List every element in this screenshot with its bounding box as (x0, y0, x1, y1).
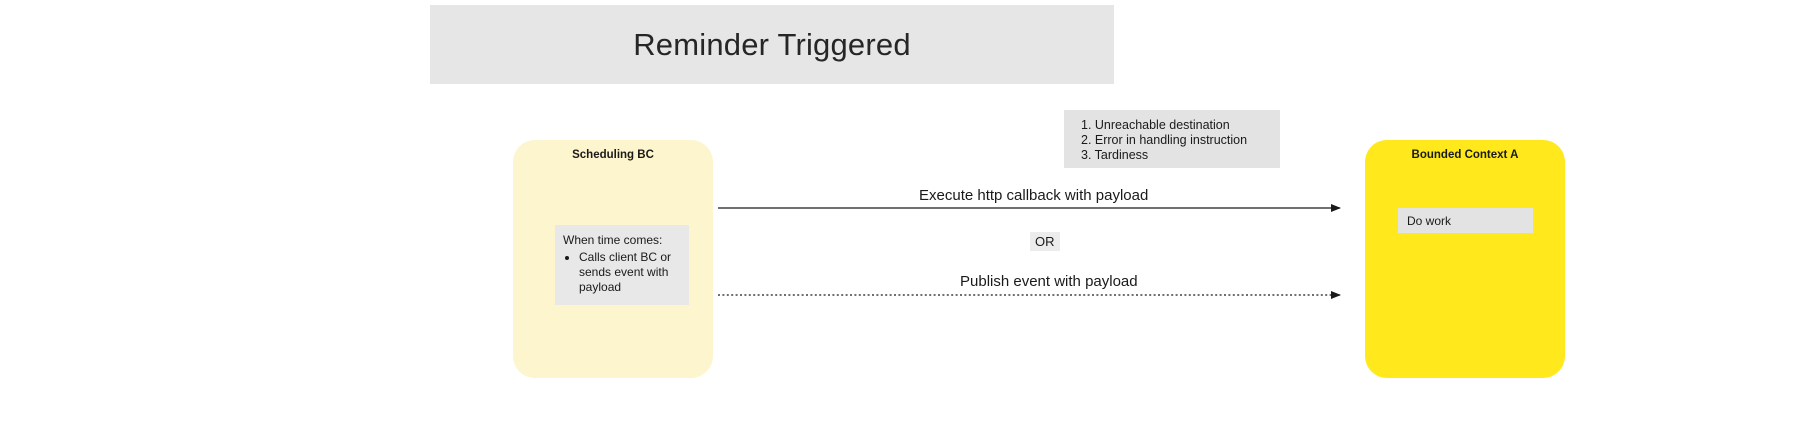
scheduling-bc-note (555, 225, 689, 305)
scheduling-bc-label: Scheduling BC (572, 149, 654, 161)
page-title: Reminder Triggered (633, 26, 911, 62)
do-work-task: Do work (1398, 208, 1533, 233)
failure-reasons-note (1064, 110, 1280, 168)
scheduling-note-list (563, 250, 681, 295)
or-label: OR (1030, 232, 1060, 251)
publish-event-label: Publish event with payload (960, 273, 1138, 290)
failure-reason-1: 1. Unreachable destination (1081, 118, 1230, 132)
bounded-context-a-label: Bounded Context A (1411, 149, 1519, 161)
list-item: • Calls client BC or sends event with payload (579, 250, 681, 295)
failure-reason-3: 3. Tardiness (1081, 148, 1149, 162)
scheduling-bc-box (513, 140, 713, 378)
scheduling-note-heading: When time comes: (563, 233, 663, 247)
failure-reason-2: 2. Error in handling instruction (1081, 133, 1248, 147)
http-callback-label: Execute http callback with payload (919, 187, 1149, 204)
bounded-context-a-box (1365, 140, 1565, 378)
